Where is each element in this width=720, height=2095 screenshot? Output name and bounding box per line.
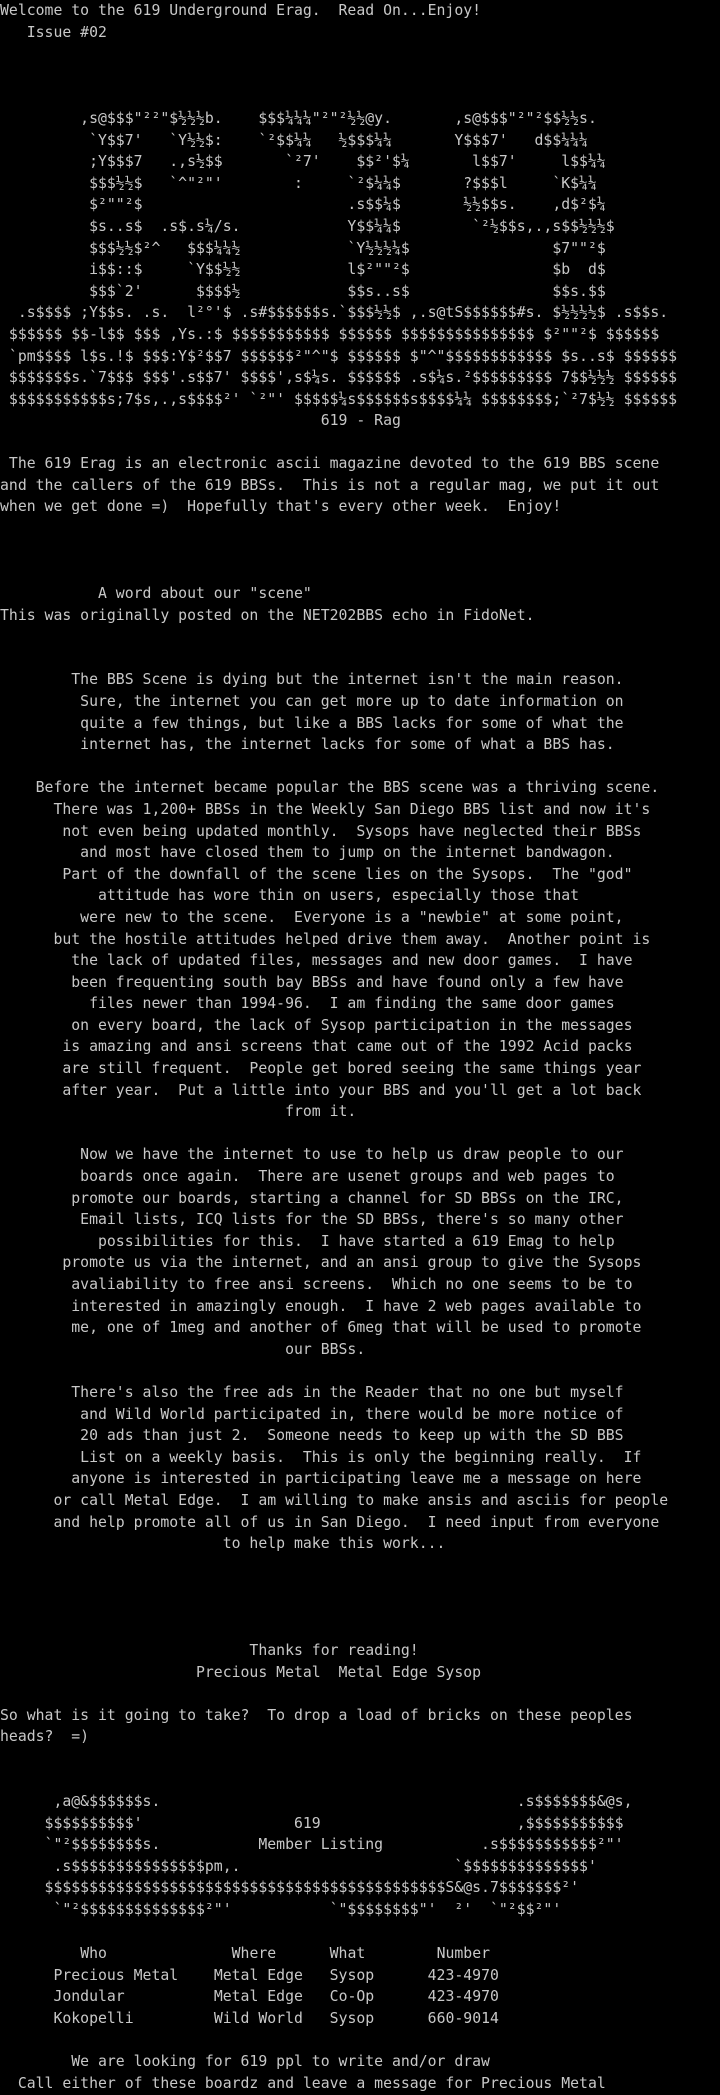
member-cell-number: 423-4970 (427, 1988, 499, 2006)
welcome-header: Welcome to the 619 Underground Erag. Read On...Enjoy! Issue #02 (0, 2, 482, 41)
column-header-who: Who (80, 1945, 107, 1962)
member-listing-table (0, 1943, 499, 2029)
table-row (0, 1988, 499, 2005)
member-cell-where: Metal Edge (213, 1966, 303, 1984)
recruitment-footer: We are looking for 619 ppl to write and/or draw Call either of these boardz and leave a message for Precious Metal (17, 2053, 606, 2092)
erag-ascii-logo: ,s@$$$"²²"$½½½b. $$$¼¼¼"²"²½½@y. ,s@$$$"²"²$$½½s. `Y$$7' `Y½½$: `²$$¼¼ ½$$$¼¼ Y$$$7' d$$¼¼¼ ;Y$$$7 .,s½$$ `²7' $$²'$¼ l$$7' l$$¼¼ $$$½½$ `^"²"' : `²$¼¼$ ?$$$l `K$¼¼ $²""²$ .s$$¼$ ½½$$s. ,d$²$¼ $s..s$ .s$.s¼/s. Y$$¼¼$ `²½$$s,.,s$$½½½$ $$$½½$²^ $$$¼¼½ `Y½½½¼$ $7""²$ i$$::$ `Y$$½½ l$²""²$ $b d$ $$$`2' $$$$½ $$s..s$ $$s.$$ .s$$$$ ;Y$$s. .s. l²°'$ .s#$$$$$$s.`$$$½½$ ,.s@tS$$$$$$#s. $½½½½$ .s$$s. $$$$$$ $$-l$$ $$$ ,Ys.:$ $$$$$$$$$$$ $$$$$$ $$$$$$$$$$$$$$$ $²""²$ $$$$$$ `pm$$$$ l$s.!$ $$$:Y$²$$7 $$$$$$²"^"$ $$$$$$ $"^"$$$$$$$$$$$$ $s..s$ $$$$$$ $$$$$$$s.`7$$$ $$$'.s$$7' $$$$',s$¼s. $$$$$$ .s$¼s.²$$$$$$$$$ 7$$½½½ $$$$$$ $$$$$$$$$$$s;7$s,.,s$$$$²' `²"' $$$$$¼s$$$$$$s$$$$¼¼ $$$$$$$$;`²7$½½ $$$$$$ 619 - Rag (8, 110, 678, 430)
member-table-header (0, 1945, 490, 1962)
table-row (0, 1967, 499, 1984)
article-closing: Thanks for reading! Precious Metal Metal Edge Sysop So what is it going to take? To drop a load of bricks on these peoples heads? =) (0, 1642, 633, 1746)
scene-article: A word about our "scene" This was originally posted on the NET202BBS echo in FidoNet. The BBS Scene is dying but the internet isn't the main reason. Sure, the internet you can get more up to date information on quite a few things, but like a BBS lacks for some of what the internet has, the internet lacks for some of what a BBS has. Before the internet became popular the BBS scene was a thriving scene. There was 1,200+ BBSs in the Weekly San Diego BBS list and now it's not even being updated monthly. Sysops have neglected their BBSs and most have closed them to jump on the internet bandwagon. Part of the downfall of the scene lies on the Sysops. The "god" attitude has wore thin on users, especially those that were new to the scene. Everyone is a "newbie" at some point, but the hostile attitudes helped drive them away. Another point is the lack of updated files, messages and new door games. I have been frequenting south bay BBSs and have found only a few have files newer than 1994-96. I am finding the same door games on every board, the lack of Sysop participation in the messages is amazing and ansi screens that came out of the 1992 Acid packs are still frequent. People get bored seeing the same things year after year. Put a little into your BBS and you'll get a lot back from it. Now we have the internet to use to help us draw people to our boards once again. There are usenet groups and web pages to promote our boards, starting a channel for SD BBSs on the IRC, Email lists, ICQ lists for the SD BBSs, there's so many other possibilities for this. I have started a 619 Emag to help promote us via the internet, and an ansi group to give the Sysops avaliability to free ansi screens. Which no one seems to be to interested in amazingly enough. I have 2 web pages available to me, one of 1meg and another of 6meg that will be used to promote our BBSs. There's also the free ads in the Reader that no one but myself and Wild World participated in, there would be more notice of 20 ads than just 2. Someone needs to keep up with the SD BBS List on a weekly basis. This is only the beginning really. If anyone is interested in participating leave me a message on here or call Metal Edge. I am willing to make ansis and asciis for people and help promote all of us in San Diego. I need input from everyone to help make this work... (0, 585, 669, 1553)
table-row (0, 2010, 499, 2027)
member-cell-what: Sysop (329, 2009, 375, 2027)
member-cell-who: Precious Metal (53, 1966, 179, 1984)
member-cell-where: Wild World (213, 2009, 303, 2027)
column-header-what: What (329, 1945, 366, 1962)
member-cell-what: Sysop (329, 1966, 375, 1984)
member-cell-where: Metal Edge (213, 1988, 303, 2006)
member-cell-number: 423-4970 (427, 1966, 499, 1984)
member-listing-banner: ,a@&$$$$$$s. .s$$$$$$$&@s, $$$$$$$$$$' 619 ,$$$$$$$$$$$ `"²$$$$$$$$s. Member Listing .s$$$$$$$$$$$²"' .s$$$$$$$$$$$$$$$pm,. `$$$$$$$$$$$$$$' $$$$$$$$$$$$$$$$$$$$$$$$$$$$$$$$$$$$$$$$$$$$$S&@s.7$$$$$$$²' `"²$$$$$$$$$$$$$$²"' `"$$$$$$$$"' ²' `"²$$²"' (44, 1793, 633, 1918)
member-cell-who: Jondular (53, 1988, 125, 2006)
member-cell-who: Kokopelli (53, 2009, 134, 2027)
member-cell-number: 660-9014 (427, 2009, 499, 2027)
intro-paragraph: The 619 Erag is an electronic ascii magazine devoted to the 619 BBS scene and the callers of the 619 BBSs. This is not a regular mag, we put it out when we get done =) Hopefully that's every other week. Enjoy! (0, 455, 660, 516)
member-cell-what: Co-Op (329, 1988, 375, 2006)
column-header-where: Where (231, 1945, 277, 1962)
column-header-number: Number (436, 1945, 491, 1962)
